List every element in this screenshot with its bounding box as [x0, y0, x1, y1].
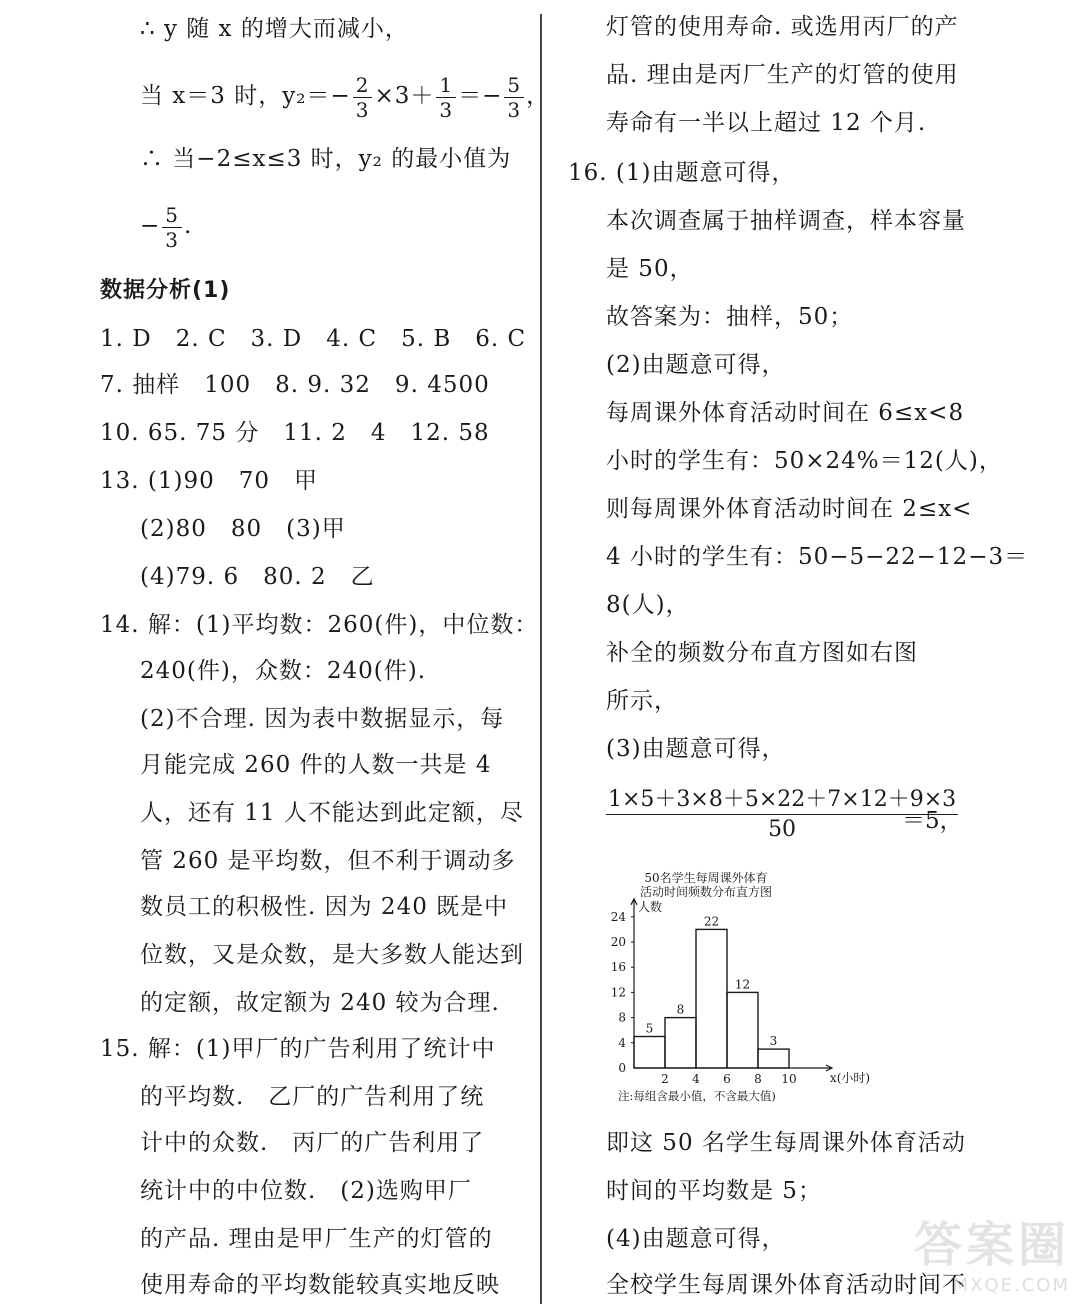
equation-text: 当 x＝3 时，y₂＝−	[140, 83, 351, 109]
chart-title: 活动时间频数分布直方图	[639, 885, 773, 899]
x-tick-label: 8	[754, 1072, 762, 1086]
fraction-numerator: 1	[436, 73, 456, 98]
y-tick-label: 16	[610, 960, 626, 975]
answer-line: 本次调查属于抽样调查，样本容量	[606, 208, 966, 234]
answer-line: 是 50，	[606, 256, 694, 282]
bar-value-label: 12	[734, 977, 751, 992]
answer-line: (3)由题意可得，	[606, 736, 786, 762]
answer-line: 位数，又是众数，是大多数人能达到	[140, 942, 524, 968]
answer-line: 寿命有一半以上超过 12 个月.	[606, 110, 927, 136]
y-tick-label: 12	[610, 985, 626, 1000]
answer-line: 计中的众数. 丙厂的广告利用了	[140, 1130, 485, 1156]
y-tick-label: 0	[618, 1061, 626, 1075]
answer-line: (4)由题意可得，	[606, 1226, 786, 1252]
bar-value-label: 5	[645, 1021, 654, 1036]
equation-text: ×3＋	[374, 83, 435, 109]
watermark-url: MXQE.COM	[952, 1275, 1070, 1296]
formula-result: ＝5，	[902, 808, 963, 834]
equation-text: −	[140, 213, 161, 239]
fraction-denominator: 3	[355, 97, 370, 122]
histogram-bar	[634, 1037, 665, 1069]
y-axis-label: 人数	[638, 899, 663, 914]
fraction-numerator: 2	[353, 73, 373, 98]
y-tick-label: 4	[618, 1035, 626, 1050]
answer-line: 人，还有 11 人不能达到此定额，尽	[140, 800, 524, 826]
answer-line: (2)不合理. 因为表中数据显示，每	[140, 706, 505, 732]
fraction	[162, 203, 182, 252]
answer-line: 故答案为：抽样，50；	[606, 304, 854, 330]
x-axis-label: x(小时)	[829, 1071, 871, 1085]
y-tick-label: 8	[618, 1010, 626, 1025]
fraction	[436, 73, 456, 122]
answer-line: 的产品. 理由是甲厂生产的灯管的	[140, 1226, 493, 1252]
mean-formula	[606, 786, 963, 845]
answer-line: 的定额，故定额为 240 较为合理.	[140, 990, 500, 1016]
chart-note: 注:每组含最小值，不含最大值)	[618, 1089, 776, 1103]
watermark-logo: 答案圈	[913, 1217, 1070, 1273]
bar-value-label: 8	[676, 1002, 685, 1017]
fraction	[504, 73, 524, 122]
histogram-svg	[606, 868, 871, 1118]
formula-denominator: 50	[768, 817, 797, 842]
formula-numerator: 1×5＋3×8＋5×22＋7×12＋9×3	[606, 786, 958, 815]
answer-line: (2)80 80 (3)甲	[140, 516, 346, 542]
x-tick-label: 4	[692, 1072, 700, 1086]
answer-line: 灯管的使用寿命. 或选用丙厂的产	[606, 14, 959, 40]
equation-line	[140, 66, 550, 126]
x-tick-label: 2	[661, 1072, 669, 1086]
fraction	[353, 73, 373, 122]
fraction-denominator: 3	[439, 97, 454, 122]
answer-line: 月能完成 260 件的人数一共是 4	[140, 752, 492, 778]
answer-line: 13. (1)90 70 甲	[100, 468, 319, 494]
fraction-numerator: 5	[162, 203, 182, 228]
histogram-bar	[696, 929, 727, 1068]
text-line: ∴ y 随 x 的增大而减小，	[140, 16, 409, 42]
chart-title: 50名学生每周课外体育	[644, 871, 768, 885]
histogram-bar	[758, 1049, 789, 1068]
equation-text: ，	[526, 83, 551, 109]
answer-line: 15. 解：(1)甲厂的广告利用了统计中	[100, 1036, 496, 1062]
answer-line: 即这 50 名学生每周课外体育活动	[606, 1130, 966, 1156]
column-divider	[540, 14, 542, 1304]
text-line: ∴ 当−2≤x≤3 时，y₂ 的最小值为	[140, 146, 512, 172]
x-tick-label: 10	[781, 1072, 797, 1086]
fraction-numerator: 5	[504, 73, 524, 98]
answer-line: 16. (1)由题意可得，	[568, 160, 796, 186]
answer-line: 每周课外体育活动时间在 6≤x<8	[606, 400, 965, 426]
answer-line: (2)由题意可得，	[606, 352, 786, 378]
answer-line: 数员工的积极性. 因为 240 既是中	[140, 894, 509, 920]
answer-line: 品. 理由是丙厂生产的灯管的使用	[606, 62, 959, 88]
answer-line: 统计中的中位数. (2)选购甲厂	[140, 1178, 472, 1204]
bar-value-label: 3	[769, 1034, 778, 1049]
answer-line: 7. 抽样 100 8. 9. 32 9. 4500	[100, 372, 490, 398]
histogram-chart	[606, 868, 871, 1118]
section-title: 数据分析(1)	[100, 278, 231, 303]
equation-text: ＝−	[458, 83, 503, 109]
answer-line: 则每周课外体育活动时间在 2≤x<	[606, 496, 973, 522]
y-tick-label: 20	[610, 935, 626, 949]
answer-line: 240(件)，众数：240(件).	[140, 658, 427, 684]
answer-line: 所示，	[606, 688, 678, 714]
answer-line: 时间的平均数是 5；	[606, 1178, 822, 1204]
bar-value-label: 22	[703, 914, 720, 929]
histogram-bar	[665, 1018, 696, 1068]
answer-line: 10. 65. 75 分 11. 2 4 12. 58	[100, 420, 490, 446]
answer-line: 4 小时的学生有：50−5−22−12−3＝	[606, 544, 1029, 570]
y-tick-label: 24	[610, 909, 626, 924]
answer-line: 8(人)，	[606, 592, 690, 618]
answer-line: 小时的学生有：50×24%＝12(人)，	[606, 448, 1003, 474]
answer-line: 1. D 2. C 3. D 4. C 5. B 6. C	[100, 326, 527, 352]
x-tick-label: 6	[723, 1072, 731, 1086]
answer-line: 管 260 是平均数，但不利于调动多	[140, 848, 516, 874]
answer-line: 全校学生每周课外体育活动时间不	[606, 1272, 966, 1298]
equation-line	[140, 196, 192, 256]
fraction-denominator: 3	[165, 227, 180, 252]
equation-text: .	[184, 213, 193, 239]
watermark	[914, 1206, 1070, 1296]
histogram-bar	[727, 992, 758, 1068]
answer-line: (4)79. 6 80. 2 乙	[140, 564, 375, 590]
answer-line: 补全的频数分布直方图如右图	[606, 640, 918, 666]
answer-line: 使用寿命的平均数能较真实地反映	[140, 1272, 500, 1298]
answer-line: 的平均数. 乙厂的广告利用了统	[140, 1084, 485, 1110]
answer-line: 14. 解：(1)平均数：260(件)，中位数：	[100, 612, 539, 638]
fraction-denominator: 3	[507, 97, 522, 122]
